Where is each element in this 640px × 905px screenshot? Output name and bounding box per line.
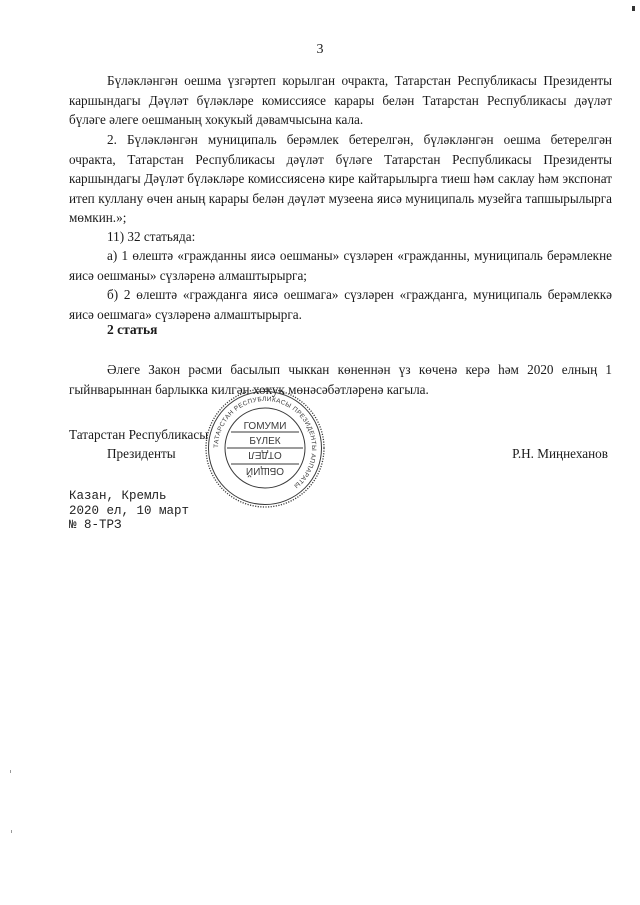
- signature-name: Р.Н. Миңнеханов: [512, 446, 608, 461]
- place-date-number: [69, 489, 189, 533]
- law-number-line: № 8-ТРЗ: [69, 518, 122, 532]
- paragraph-1: Бүләкләнгән оешма үзгәртеп корылган очракта, Татарстан Республикасы Президенты каршындагы Дәүләт бүләкләре комиссиясе карары белән Татарстан Республикасы дәүләт бүләге әлеге оешманың хокукый дәвамчысына кала.: [69, 73, 612, 127]
- signature-title-line2: Президенты: [107, 446, 176, 461]
- signature-title-line1: Татарстан Республикасы: [69, 427, 209, 442]
- official-stamp: [203, 386, 327, 510]
- date-line: 2020 ел, 10 март: [69, 503, 190, 518]
- stamp-line1: ГОМУМИ: [243, 421, 287, 432]
- paragraph-5: б) 2 өлештә «гражданга яисә оешмага» сүзләрен «гражданга, муниципаль берәмлеккә яисә оешмага» сүзләренә алмаштырырга.: [69, 287, 612, 322]
- stamp-line3: ОТДЕЛ: [248, 449, 282, 460]
- scan-speck: [10, 770, 11, 773]
- scan-speck: [632, 6, 635, 11]
- paragraph-3: 11) 32 статьяда:: [107, 229, 196, 244]
- stamp-graphic: [203, 386, 327, 510]
- stamp-ring-text: ТАТАРСТАН РЕСПУБЛИКАСЫ ПРЕЗИДЕНТЫ АППАРАТЫ: [212, 395, 318, 490]
- scan-speck: [11, 830, 12, 833]
- paragraph-4: а) 1 өлештә «гражданны яисә оешманы» сүзләрен «гражданны, муниципаль берәмлекне яисә оешманы» сүзләренә алмаштырырга;: [69, 248, 612, 283]
- paragraph-2: 2. Бүләкләнгән муниципаль берәмлек бетерелгән, бүләкләнгән оешма бетерелгән очракта, Татарстан Республикасы дәүләт бүләге Татарстан Республикасы Президенты каршындагы Дәүләт бүләкләре комиссиясенә кире кайтарылырга тиеш һәм саклау һәм экспонат итеп куллану өчен аның карары белән дәүләт музеена яисә муниципаль музейга тапшырылырга мөмкин.»;: [69, 132, 612, 225]
- page-number: 3: [316, 42, 324, 57]
- place-line: Казан, Кремль: [69, 489, 167, 503]
- article-heading: 2 статья: [107, 322, 158, 337]
- stamp-line2: БҮЛЕК: [249, 436, 281, 447]
- stamp-line4: ОБЩИЙ: [245, 465, 285, 476]
- article-text: Әлеге Закон рәсми басылып чыккан көненнән үз көченә керә һәм 2020 елның 1 гыйнварыннан барлыкка килгән хокук мөнәсәбәтләренә кагыла.: [69, 362, 612, 397]
